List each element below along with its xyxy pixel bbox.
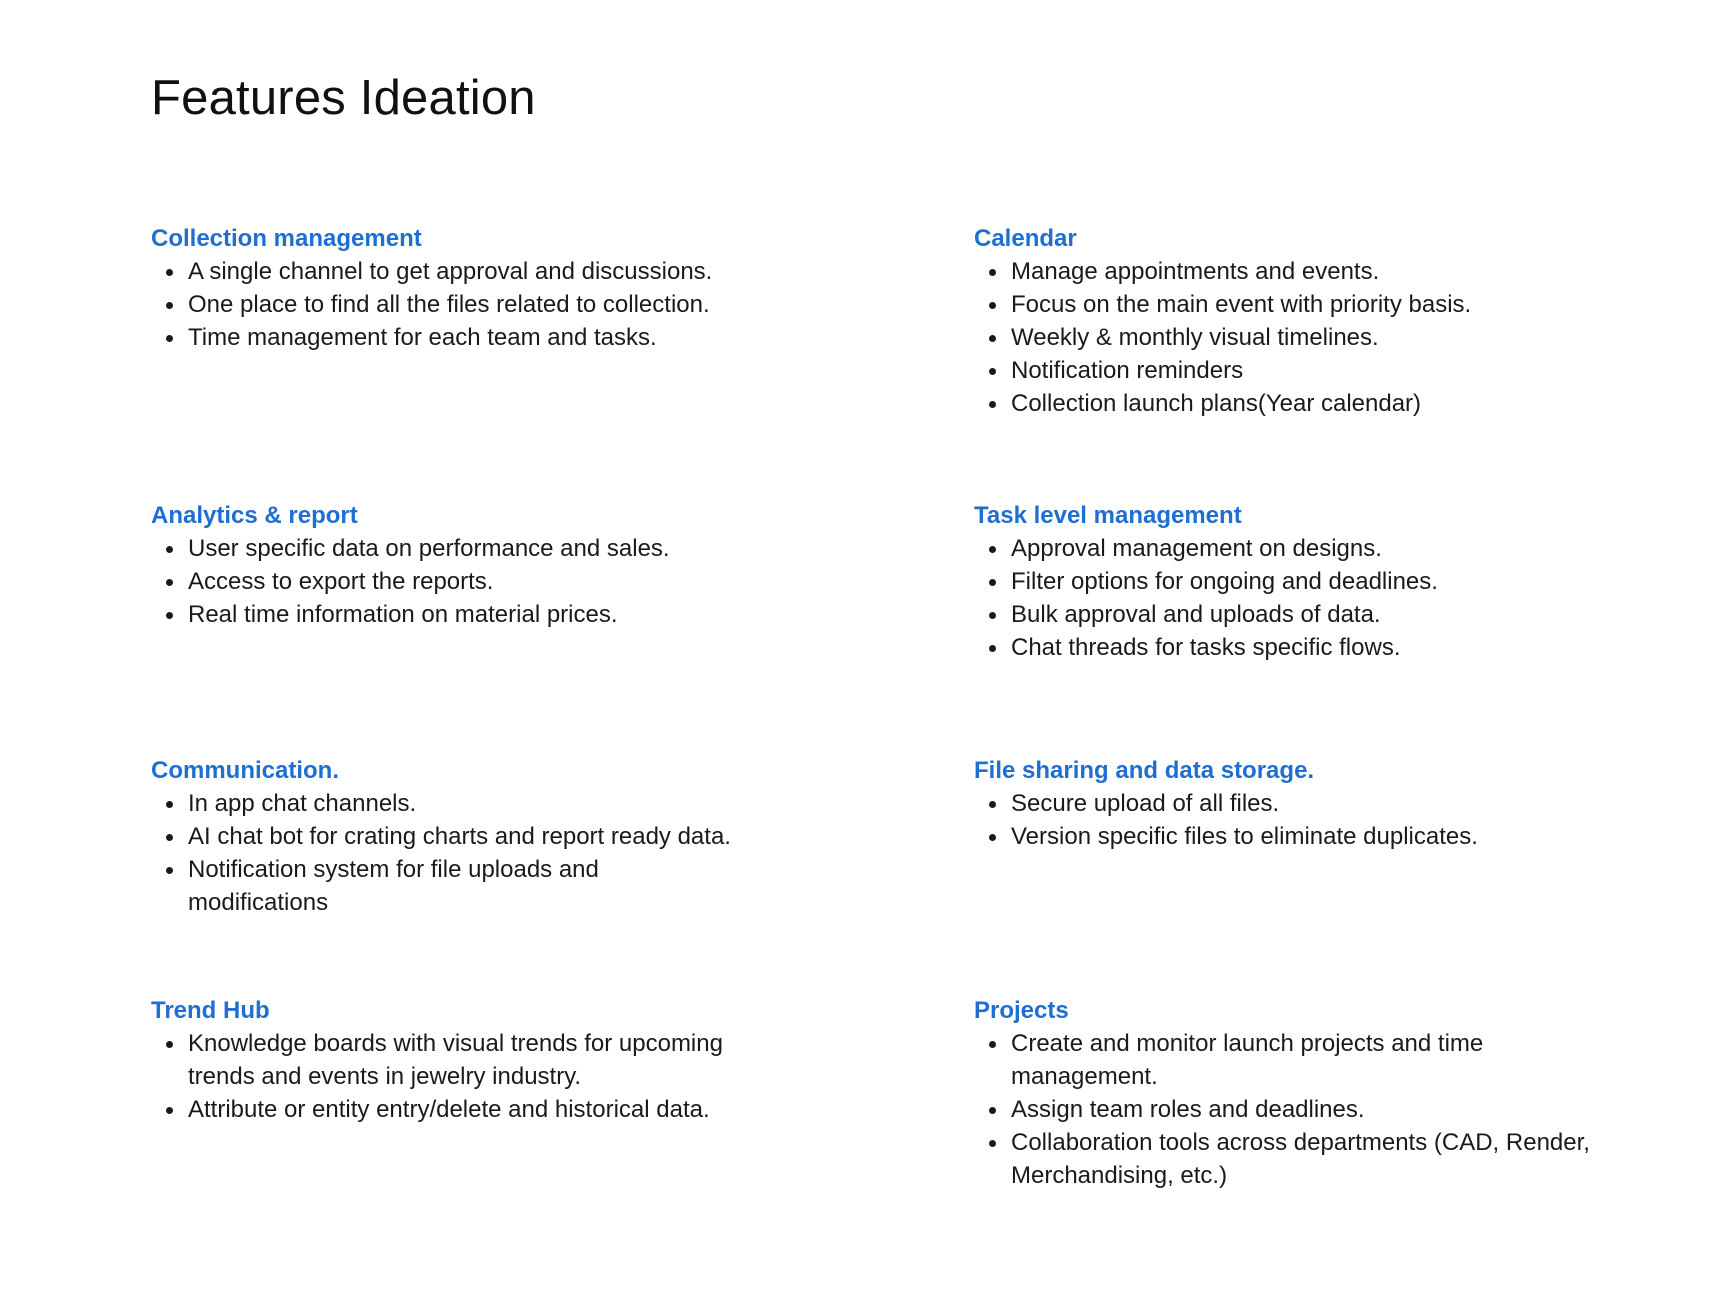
- feature-list: [974, 255, 1614, 420]
- section-analytics-report: [151, 499, 791, 631]
- list-item-text: Focus on the main event with priority basis.: [1011, 291, 1472, 318]
- bullet-icon: [166, 834, 173, 841]
- list-item-text: User specific data on performance and sales.: [188, 535, 670, 562]
- list-item-text: Version specific files to eliminate duplicates.: [1011, 823, 1478, 850]
- list-item-text: Access to export the reports.: [188, 568, 494, 595]
- bullet-icon: [166, 1107, 173, 1114]
- list-item: [151, 820, 791, 853]
- bullet-icon: [989, 546, 996, 553]
- list-item-text: Filter options for ongoing and deadlines.: [1011, 568, 1438, 595]
- bullet-icon: [166, 867, 173, 874]
- list-item: [151, 853, 658, 919]
- list-item: [974, 820, 1614, 853]
- list-item: [974, 565, 1614, 598]
- list-item-text: Assign team roles and deadlines.: [1011, 1096, 1365, 1123]
- page-title: Features Ideation: [151, 71, 536, 125]
- list-item-text: Knowledge boards with visual trends for upcoming trends and events in jewelry industry.: [188, 1030, 723, 1090]
- list-item-text: Approval management on designs.: [1011, 535, 1382, 562]
- list-item-text: Attribute or entity entry/delete and historical data.: [188, 1096, 710, 1123]
- list-item-text: AI chat bot for crating charts and report ready data.: [188, 823, 731, 850]
- section-heading: Communication.: [151, 757, 340, 784]
- section-heading: File sharing and data storage.: [974, 757, 1315, 784]
- list-item: [151, 532, 791, 565]
- bullet-icon: [989, 368, 996, 375]
- list-item: [151, 565, 791, 598]
- list-item-text: In app chat channels.: [188, 790, 417, 817]
- list-item: [974, 1093, 1614, 1126]
- feature-list: [974, 1027, 1614, 1192]
- list-item: [151, 1093, 791, 1126]
- bullet-icon: [166, 269, 173, 276]
- section-heading: Analytics & report: [151, 502, 358, 529]
- section-communication: [151, 754, 791, 919]
- list-item-text: Secure upload of all files.: [1011, 790, 1280, 817]
- bullet-icon: [989, 1041, 996, 1048]
- bullet-icon: [166, 801, 173, 808]
- section-trend-hub: [151, 994, 791, 1126]
- bullet-icon: [989, 1107, 996, 1114]
- list-item: [151, 288, 791, 321]
- bullet-icon: [989, 335, 996, 342]
- bullet-icon: [989, 1140, 996, 1147]
- section-file-sharing: [974, 754, 1614, 853]
- list-item: [974, 354, 1614, 387]
- bullet-icon: [989, 302, 996, 309]
- list-item: [151, 787, 791, 820]
- bullet-icon: [989, 834, 996, 841]
- list-item: [974, 255, 1614, 288]
- list-item-text: Manage appointments and events.: [1011, 258, 1380, 285]
- list-item: [974, 288, 1614, 321]
- list-item: [151, 255, 791, 288]
- bullet-icon: [166, 335, 173, 342]
- list-item: [974, 321, 1614, 354]
- list-item-text: Time management for each team and tasks.: [188, 324, 657, 351]
- section-heading: Calendar: [974, 225, 1077, 252]
- list-item: [974, 598, 1614, 631]
- bullet-icon: [166, 546, 173, 553]
- feature-list: [974, 787, 1614, 853]
- bullet-icon: [166, 612, 173, 619]
- list-item: [974, 631, 1614, 664]
- list-item-text: One place to find all the files related to collection.: [188, 291, 710, 318]
- section-heading: Trend Hub: [151, 997, 270, 1024]
- bullet-icon: [989, 579, 996, 586]
- list-item-text: Real time information on material prices.: [188, 601, 618, 628]
- section-heading: Collection management: [151, 225, 422, 252]
- section-heading: Task level management: [974, 502, 1242, 529]
- bullet-icon: [166, 302, 173, 309]
- list-item: [151, 321, 791, 354]
- list-item-text: Collection launch plans(Year calendar): [1011, 390, 1422, 417]
- bullet-icon: [989, 612, 996, 619]
- list-item: [974, 1027, 1571, 1093]
- bullet-icon: [989, 645, 996, 652]
- bullet-icon: [989, 269, 996, 276]
- list-item-text: A single channel to get approval and discussions.: [188, 258, 713, 285]
- bullet-icon: [166, 1041, 173, 1048]
- list-item-text: Chat threads for tasks specific flows.: [1011, 634, 1401, 661]
- list-item: [151, 1027, 788, 1093]
- section-heading: Projects: [974, 997, 1069, 1024]
- list-item: [151, 598, 791, 631]
- section-projects: [974, 994, 1614, 1192]
- feature-list: [974, 532, 1614, 664]
- feature-list: [151, 255, 791, 354]
- bullet-icon: [166, 579, 173, 586]
- list-item-text: Weekly & monthly visual timelines.: [1011, 324, 1379, 351]
- list-item: [974, 532, 1614, 565]
- section-collection-management: [151, 222, 791, 354]
- bullet-icon: [989, 401, 996, 408]
- list-item-text: Create and monitor launch projects and time management.: [1011, 1030, 1484, 1090]
- list-item: [974, 387, 1614, 420]
- section-calendar: [974, 222, 1614, 420]
- list-item-text: Bulk approval and uploads of data.: [1011, 601, 1381, 628]
- feature-list: [151, 787, 791, 919]
- list-item: [974, 787, 1614, 820]
- list-item-text: Notification system for file uploads and modifications: [188, 856, 599, 916]
- list-item: [974, 1126, 1591, 1192]
- section-task-level-management: [974, 499, 1614, 664]
- list-item-text: Notification reminders: [1011, 357, 1244, 384]
- bullet-icon: [989, 801, 996, 808]
- list-item-text: Collaboration tools across departments (CAD, Render, Merchandising, etc.): [1011, 1129, 1590, 1189]
- feature-list: [151, 532, 791, 631]
- feature-list: [151, 1027, 791, 1126]
